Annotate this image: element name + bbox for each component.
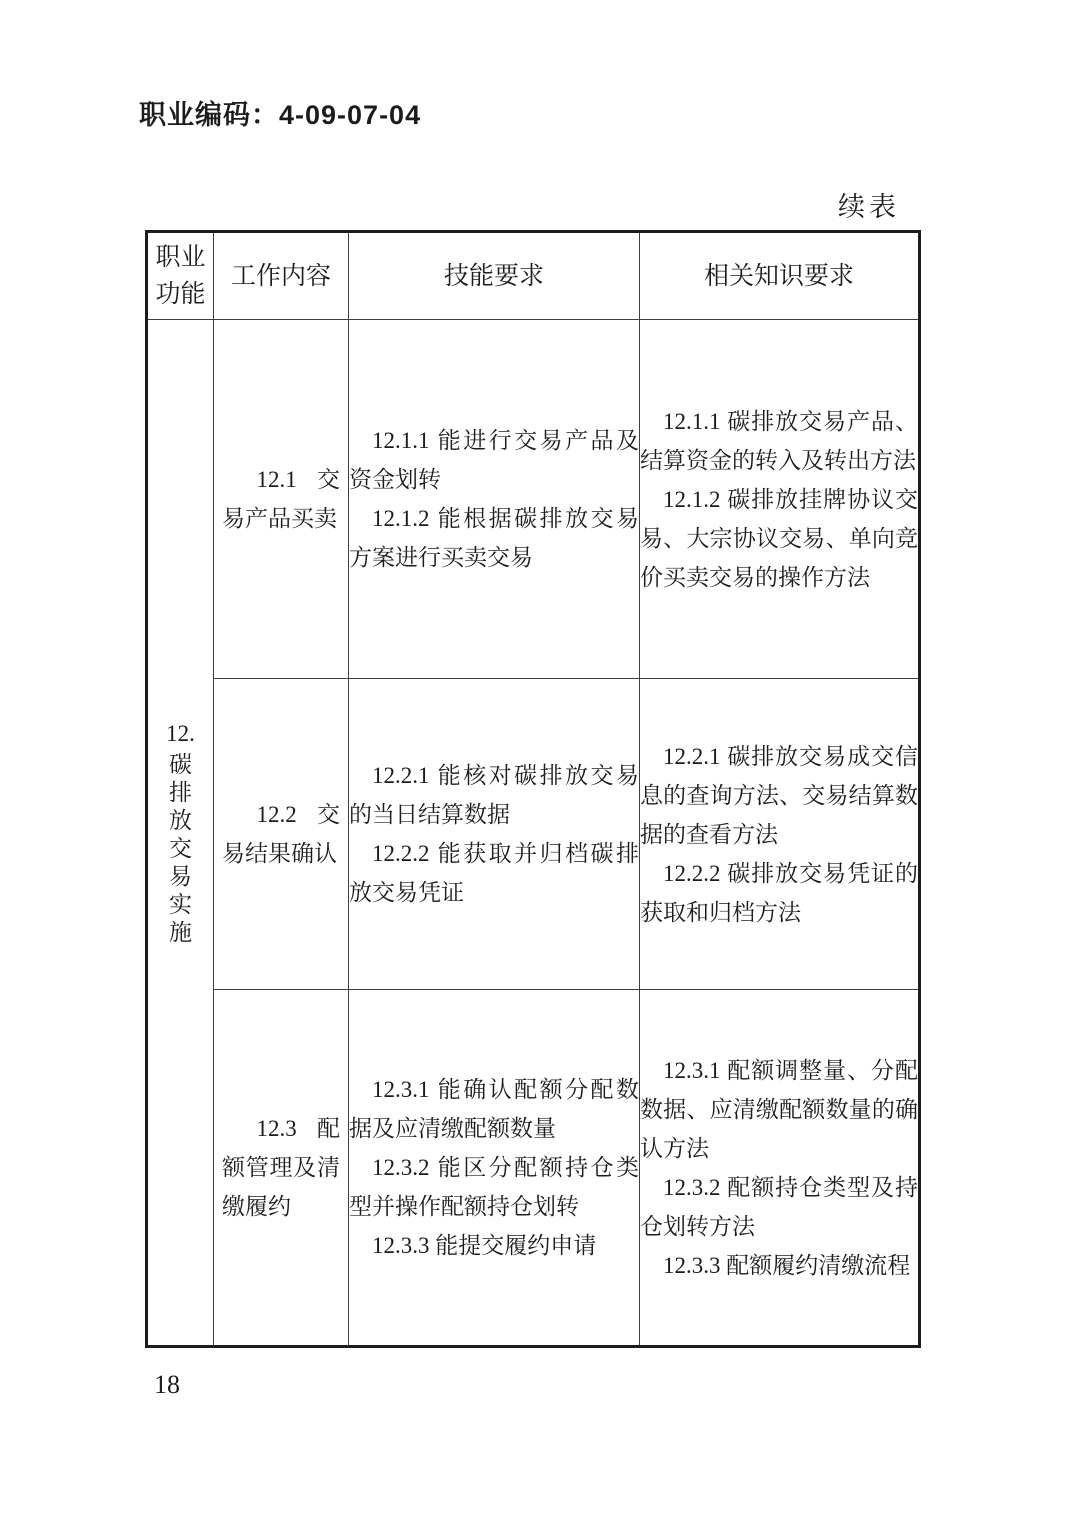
page-number: 18: [154, 1370, 180, 1399]
header-occupational-function-label: 职业功能: [155, 244, 206, 308]
requirement-item: 12.3.1 配额调整量、分配数据、应清缴配额数量的确认方法: [640, 1057, 918, 1161]
requirement-item: 12.3.3 配额履约清缴流程: [663, 1252, 911, 1278]
work-content-cell-12-2: [214, 679, 349, 990]
header-occupational-function: [147, 232, 214, 320]
requirement-item: 12.3.2 配额持仓类型及持仓划转方法: [640, 1174, 918, 1239]
occupation-code-label: 职业编码：4-09-07-04: [139, 100, 422, 130]
requirement-item: 12.2.1 能核对碳排放交易的当日结算数据: [349, 763, 639, 827]
requirement-item: 12.3.3 能提交履约申请: [372, 1233, 597, 1258]
knowledge-requirements-cell-12-1: [640, 320, 920, 679]
knowledge-requirements-cell-12-2: [640, 679, 920, 990]
function-group-number: 12.: [166, 720, 195, 746]
table-header-row: [147, 232, 920, 320]
table-row-12-3: [147, 990, 920, 1347]
header-skill-requirements: 技能要求: [349, 232, 640, 320]
skill-requirements-cell-12-3: [349, 990, 640, 1347]
table-row-12-2: [147, 679, 920, 990]
occupational-standard-table: [145, 230, 921, 1348]
requirement-item: 12.2.2 碳排放交易凭证的获取和归档方法: [640, 860, 918, 925]
work-content-text-12-1: 12.1 交易产品买卖: [222, 467, 340, 531]
requirement-item: 12.1.2 能根据碳排放交易方案进行买卖交易: [349, 506, 639, 570]
requirement-item: 12.2.1 碳排放交易成交信息的查询方法、交易结算数据的查看方法: [640, 743, 918, 847]
continued-table-label: 续表: [838, 192, 900, 222]
function-group-cell: [147, 320, 214, 1347]
function-group-name: 碳排放交易实施: [169, 751, 192, 945]
skill-requirements-cell-12-1: [349, 320, 640, 679]
requirement-item: 12.3.1 能确认配额分配数据及应清缴配额数量: [349, 1077, 639, 1141]
requirement-item: 12.1.1 碳排放交易产品、结算资金的转入及转出方法: [640, 408, 918, 473]
work-content-text-12-2: 12.2 交易结果确认: [222, 802, 340, 866]
work-content-cell-12-3: [214, 990, 349, 1347]
header-work-content: 工作内容: [214, 232, 349, 320]
work-content-cell-12-1: [214, 320, 349, 679]
requirement-item: 12.1.1 能进行交易产品及资金划转: [349, 428, 639, 492]
skill-requirements-cell-12-2: [349, 679, 640, 990]
table-row-12-1: [147, 320, 920, 679]
work-content-text-12-3: 12.3 配额管理及清缴履约: [222, 1116, 340, 1219]
requirement-item: 12.2.2 能获取并归档碳排放交易凭证: [349, 841, 639, 905]
knowledge-requirements-cell-12-3: [640, 990, 920, 1347]
header-knowledge-requirements: 相关知识要求: [640, 232, 920, 320]
requirement-item: 12.3.2 能区分配额持仓类型并操作配额持仓划转: [349, 1155, 639, 1219]
requirement-item: 12.1.2 碳排放挂牌协议交易、大宗协议交易、单向竞价买卖交易的操作方法: [640, 486, 918, 590]
